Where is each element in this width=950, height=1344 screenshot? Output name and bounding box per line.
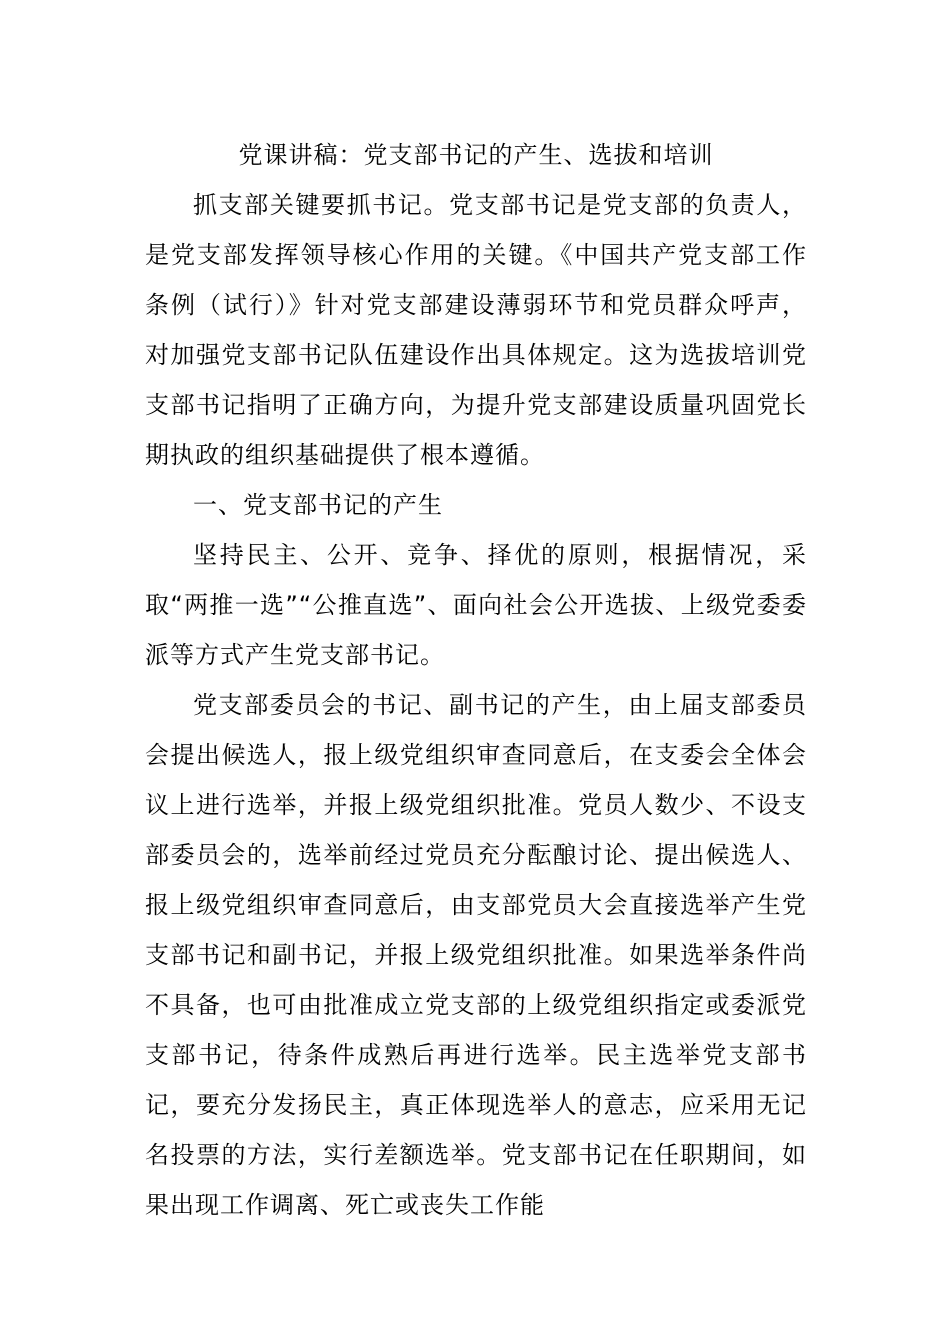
body-paragraph: 党支部委员会的书记、副书记的产生，由上届支部委员会提出候选人，报上级党组织审查同意后，在支委会全体会议上进行选举，并报上级党组织批准。党员人数少、不设支部委员会的，选举前经过党员充分酝酿讨论、提出候选人、报上级党组织审查同意后，由支部党员大会直接选举产生党支部书记和副书记，并报上级党组织批准。如果选举条件尚不具备，也可由批准成立党支部的上级党组织指定或委派党支部书记，待条件成熟后再进行选举。民主选举党支部书记，要充分发扬民主，真正体现选举人的意志，应采用无记名投票的方法，实行差额选举。党支部书记在任职期间，如果出现工作调离、死亡或丧失工作能 [145, 691, 807, 1219]
intro-paragraph: 抓支部关键要抓书记。党支部书记是党支部的负责人，是党支部发挥领导核心作用的关键。《中国共产党支部工作条例（试行）》针对党支部建设薄弱环节和党员群众呼声，对加强党支部书记队伍建设作出具体规定。这为选拔培训党支部书记指明了正确方向，为提升党支部建设质量巩固党长期执政的组织基础提供了根本遵循。 [145, 191, 807, 469]
section-heading: 一、党支部书记的产生 [193, 491, 443, 519]
body-paragraph: 坚持民主、公开、竞争、择优的原则，根据情况，采取“两推一选”“公推直选”、面向社会公开选拔、上级党委委派等方式产生党支部书记。 [145, 541, 807, 669]
document-title: 党课讲稿：党支部书记的产生、选拔和培训 [238, 141, 714, 169]
document-body [145, 130, 807, 1230]
